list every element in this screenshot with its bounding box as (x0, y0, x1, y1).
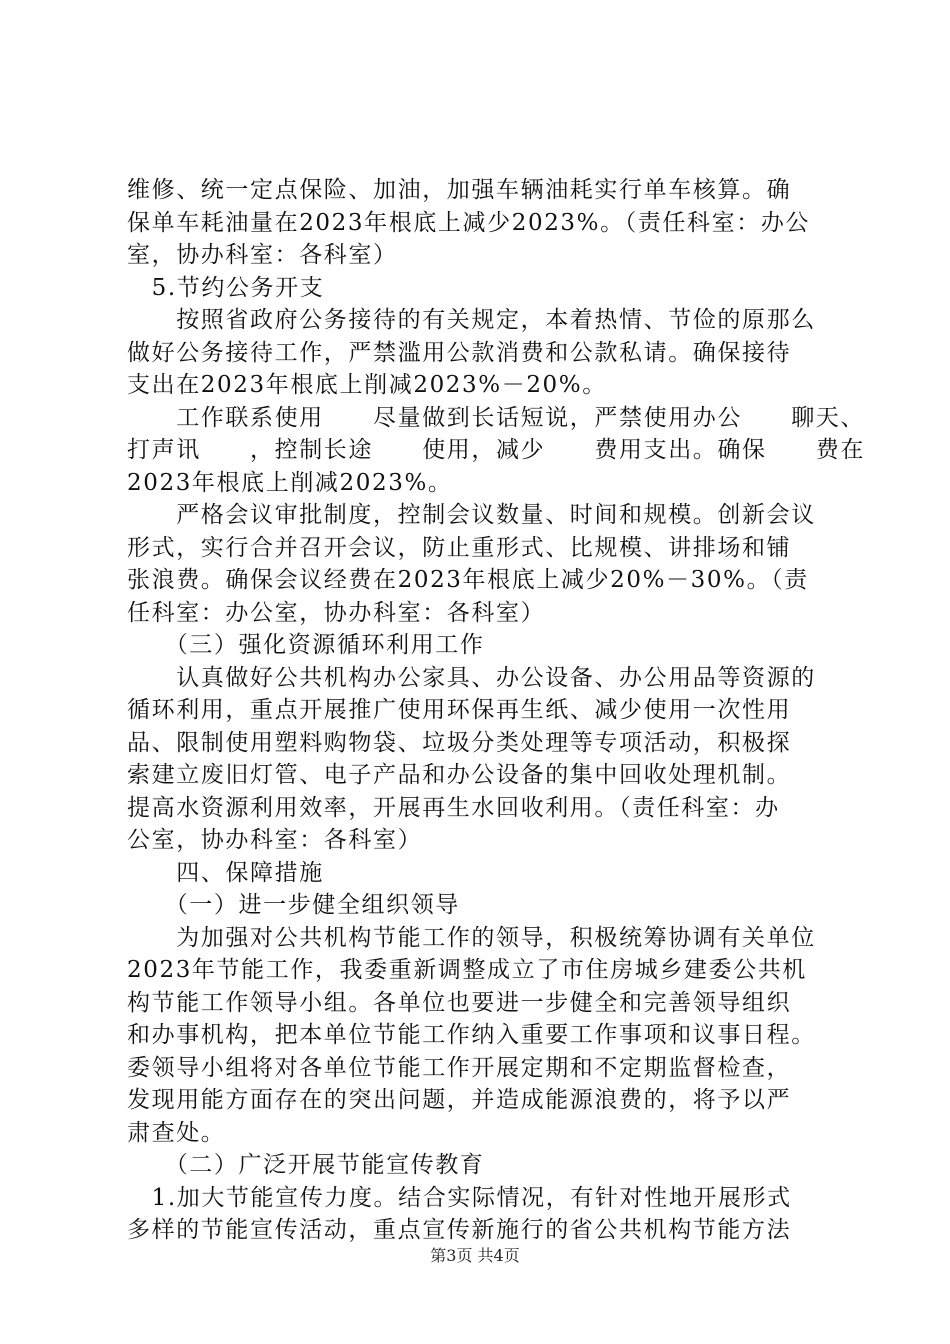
section-heading: 四、保障措施 (127, 859, 324, 886)
text-line: 循环利用，重点开展推广使用环保再生纸、减少使用一次性用 (127, 697, 792, 723)
text-line: 委领导小组将对各单位节能工作开展定期和不定期监督检查， (127, 1054, 792, 1081)
text-line: 公室，协办科室：各科室） (127, 827, 423, 853)
document-body (127, 174, 865, 1247)
text-line: 室，协办科室：各科室） (127, 242, 398, 268)
text-line: 为加强对公共机构节能工作的领导，积极统筹协调有关单位 (127, 924, 816, 951)
section-heading: （三）强化资源循环利用工作 (127, 632, 485, 658)
text-line: 1.加大节能宣传力度。结合实际情况，有针对性地开展形式 (127, 1184, 792, 1211)
text-line: 索建立废旧灯管、电子产品和办公设备的集中回收处理机制。 (127, 762, 792, 788)
text-line: 工作联系使用 尽量做到长话短说，严禁使用办公 聊天、 (127, 404, 865, 431)
section-heading: （二）广泛开展节能宣传教育 (127, 1152, 485, 1178)
page-footer: 第3页 共4页 (430, 1246, 520, 1265)
section-heading: （一）进一步健全组织领导 (127, 892, 460, 918)
text-line: 2023年根底上削减2023%。 (127, 469, 453, 496)
text-line: 保单车耗油量在2023年根底上减少2023%。（责任科室：办公 (127, 209, 811, 236)
text-line: 按照省政府公务接待的有关规定，本着热情、节俭的原那么 (127, 307, 816, 333)
text-line: 构节能工作领导小组。各单位也要进一步健全和完善领导组织 (127, 989, 792, 1016)
text-line: 2023年节能工作，我委重新调整成立了市住房城乡建委公共机 (127, 957, 807, 983)
text-line: 严格会议审批制度，控制会议数量、时间和规模。创新会议 (127, 502, 816, 528)
text-line: 任科室：办公室，协办科室：各科室） (127, 599, 546, 626)
text-line: 肃查处。 (127, 1119, 226, 1146)
text-line: 做好公务接待工作，严禁滥用公款消费和公款私请。确保接待 (127, 339, 792, 366)
text-line: 认真做好公共机构办公家具、办公设备、办公用品等资源的 (127, 664, 816, 691)
text-line: 发现用能方面存在的突出问题，并造成能源浪费的，将予以严 (127, 1087, 792, 1113)
text-line: 打声讯 ，控制长途 使用，减少 费用支出。确保 费在 (127, 437, 865, 463)
text-line: 维修、统一定点保险、加油，加强车辆油耗实行单车核算。确 (127, 177, 792, 203)
text-line: 张浪费。确保会议经费在2023年根底上减少20%－30%。（责 (127, 567, 809, 593)
text-line: 形式，实行合并召开会议，防止重形式、比规模、讲排场和铺 (127, 534, 792, 561)
text-line: 和办事机构，把本单位节能工作纳入重要工作事项和议事日程。 (127, 1022, 816, 1048)
text-line: 支出在2023年根底上削减2023%－20%。 (127, 372, 607, 398)
text-line: 提高水资源利用效率，开展再生水回收利用。（责任科室：办 (127, 794, 780, 821)
section-heading: 5.节约公务开支 (127, 274, 325, 301)
text-line: 品、限制使用塑料购物袋、垃圾分类处理等专项活动，积极探 (127, 729, 792, 756)
text-line: 多样的节能宣传活动，重点宣传新施行的省公共机构节能方法 (127, 1217, 792, 1243)
